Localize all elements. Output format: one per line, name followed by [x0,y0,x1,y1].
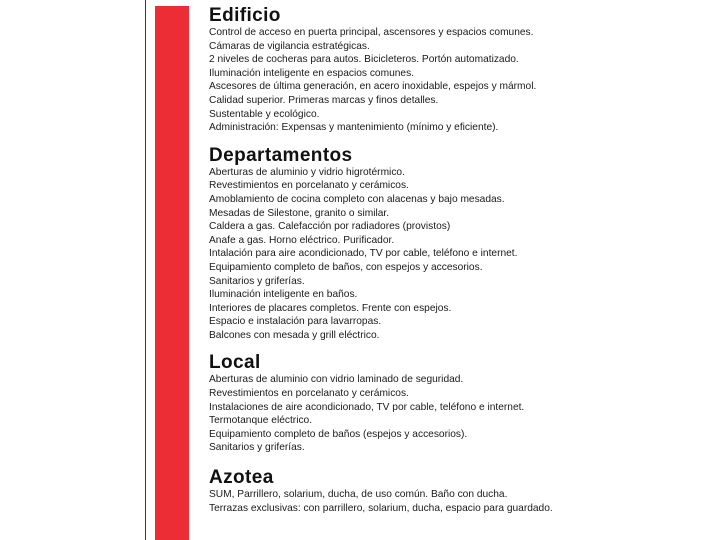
list-item: Mesadas de Silestone, granito o similar. [209,207,390,219]
list-item: Sanitarios y griferías. [209,442,305,454]
section-local [209,352,709,455]
departamentos-list [209,166,709,343]
section-title-local: Local [209,352,261,374]
features-document [209,5,709,515]
list-item: Revestimientos en porcelanato y cerámicos. [209,388,409,400]
edificio-list [209,26,709,135]
list-item: Balcones con mesada y grill eléctrico. [209,329,380,341]
section-azotea [209,467,709,515]
list-item: Terrazas exclusivas: con parrillero, solarium, ducha, espacio para guardado. [209,502,553,514]
list-item: Instalaciones de aire acondicionado, TV por cable, teléfono e internet. [209,401,525,413]
list-item: Anafe a gas. Horno eléctrico. Purificador. [209,234,395,246]
list-item: Calidad superior. Primeras marcas y finos detalles. [209,94,439,106]
list-item: Caldera a gas. Calefacción por radiadores (provistos) [209,221,451,233]
list-item: Administración: Expensas y mantenimiento (mínimo y eficiente). [209,122,499,134]
list-item: Iluminación inteligente en baños. [209,289,358,301]
accent-bar [155,6,189,540]
section-edificio [209,5,709,135]
list-item: Aberturas de aluminio y vidrio higrotérmico. [209,166,405,178]
list-item: Interiores de placares completos. Frente con espejos. [209,302,452,314]
list-item: Equipamiento completo de baños, con espejos y accesorios. [209,261,483,273]
list-item: Ascesores de última generación, en acero inoxidable, espejos y mármol. [209,81,537,93]
local-list [209,373,709,455]
list-item: Amoblamiento de cocina completo con alacenas y bajo mesadas. [209,193,505,205]
section-departamentos [209,145,709,343]
list-item: Sustentable y ecológico. [209,108,320,120]
list-item: Termotanque eléctrico. [209,415,313,427]
list-item: Intalación para aire acondicionado, TV por cable, teléfono e internet. [209,248,518,260]
section-title-azotea: Azotea [209,467,274,489]
list-item: Cámaras de vigilancia estratégicas. [209,40,370,52]
list-item: Equipamiento completo de baños (espejos y accesorios). [209,428,468,440]
section-title-departamentos: Departamentos [209,144,353,166]
list-item: Aberturas de aluminio con vidrio laminado de seguridad. [209,374,464,386]
azotea-list [209,488,709,515]
list-item: Control de acceso en puerta principal, ascensores y espacios comunes. [209,27,534,38]
list-item: Espacio e instalación para lavarropas. [209,316,382,328]
list-item: Iluminación inteligente en espacios comunes. [209,67,415,79]
page-edge-line [145,0,146,540]
list-item: Sanitarios y griferías. [209,275,305,287]
section-title-edificio: Edificio [209,5,281,26]
list-item: 2 niveles de cocheras para autos. Bicicleteros. Portón automatizado. [209,54,519,66]
list-item: Revestimientos en porcelanato y cerámicos. [209,180,409,192]
list-item: SUM, Parrillero, solarium, ducha, de uso común. Baño con ducha. [209,489,508,501]
